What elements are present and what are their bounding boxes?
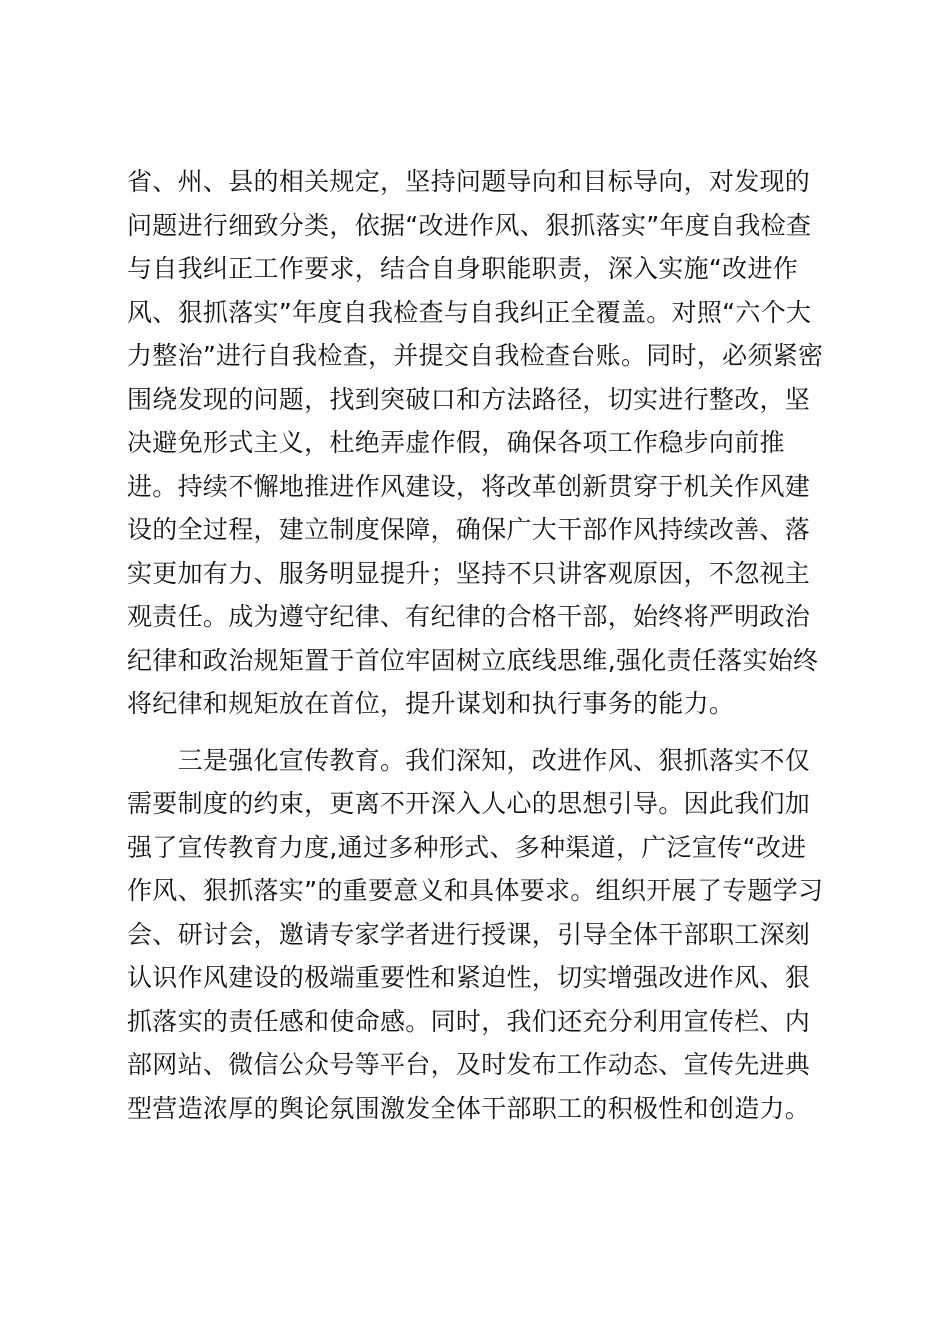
paragraph-publicity-education <box>127 739 832 1131</box>
text-line: 与自我纠正工作要求，结合自身职能职责，深入实施“改进作 <box>127 254 799 283</box>
text-line: 实更加有力、服务明显提升；坚持不只讲客观原因，不忽视主 <box>127 558 811 588</box>
text-line: 纪律和政治规矩置于首位牢固树立底线思维,强化责任落实始终 <box>127 645 819 675</box>
text-line: 作风、狠抓落实”的重要意义和具体要求。组织开展了专题学习 <box>127 876 824 905</box>
text-line: 抓落实的责任感和使命感。同时，我们还充分利用宣传栏、内 <box>127 1006 811 1036</box>
text-line: 需要制度的约束，更离不开深入人心的思想引导。因此我们加 <box>127 789 811 818</box>
text-line: 进。持续不懈地推进作风建设，将改革创新贯穿于机关作风建 <box>127 471 811 501</box>
text-line: 会、研讨会，邀请专家学者进行授课，引导全体干部职工深刻 <box>127 919 811 949</box>
text-line: 设的全过程，建立制度保障，确保广大干部作风持续改善、落 <box>127 515 811 544</box>
text-line: 观责任。成为遵守纪律、有纪律的合格干部，始终将严明政治 <box>127 602 811 631</box>
text-line: 风、狠抓落实”年度自我检查与自我纠正全覆盖。对照“六个大 <box>127 297 812 327</box>
text-line: 认识作风建设的极端重要性和紧迫性，切实增强改进作风、狠 <box>127 963 811 992</box>
text-line: 问题进行细致分类，依据“改进作风、狠抓落实”年度自我检查 <box>127 210 812 240</box>
text-line: 围绕发现的问题，找到突破口和方法路径，切实进行整改，坚 <box>127 384 811 414</box>
paragraph-continued <box>127 160 832 726</box>
text-line: 型营造浓厚的舆论氛围激发全体干部职工的积极性和创造力。 <box>127 1093 811 1123</box>
text-line: 省、州、县的相关规定，坚持问题导向和目标导向，对发现的 <box>127 167 811 196</box>
text-line: 三是强化宣传教育。我们深知，改进作风、狠抓落实不仅 <box>127 745 811 775</box>
document-body <box>127 160 832 1130</box>
text-line: 强了宣传教育力度,通过多种形式、多种渠道，广泛宣传“改进 <box>127 832 807 862</box>
text-line: 决避免形式主义，杜绝弄虚作假，确保各项工作稳步向前推 <box>127 428 785 457</box>
text-line: 力整治”进行自我检查，并提交自我检查台账。同时，必须紧密 <box>127 341 824 370</box>
text-line: 部网站、微信公众号等平台，及时发布工作动态、宣传先进典 <box>127 1050 811 1079</box>
text-line: 将纪律和规矩放在首位，提升谋划和执行事务的能力。 <box>127 689 735 718</box>
